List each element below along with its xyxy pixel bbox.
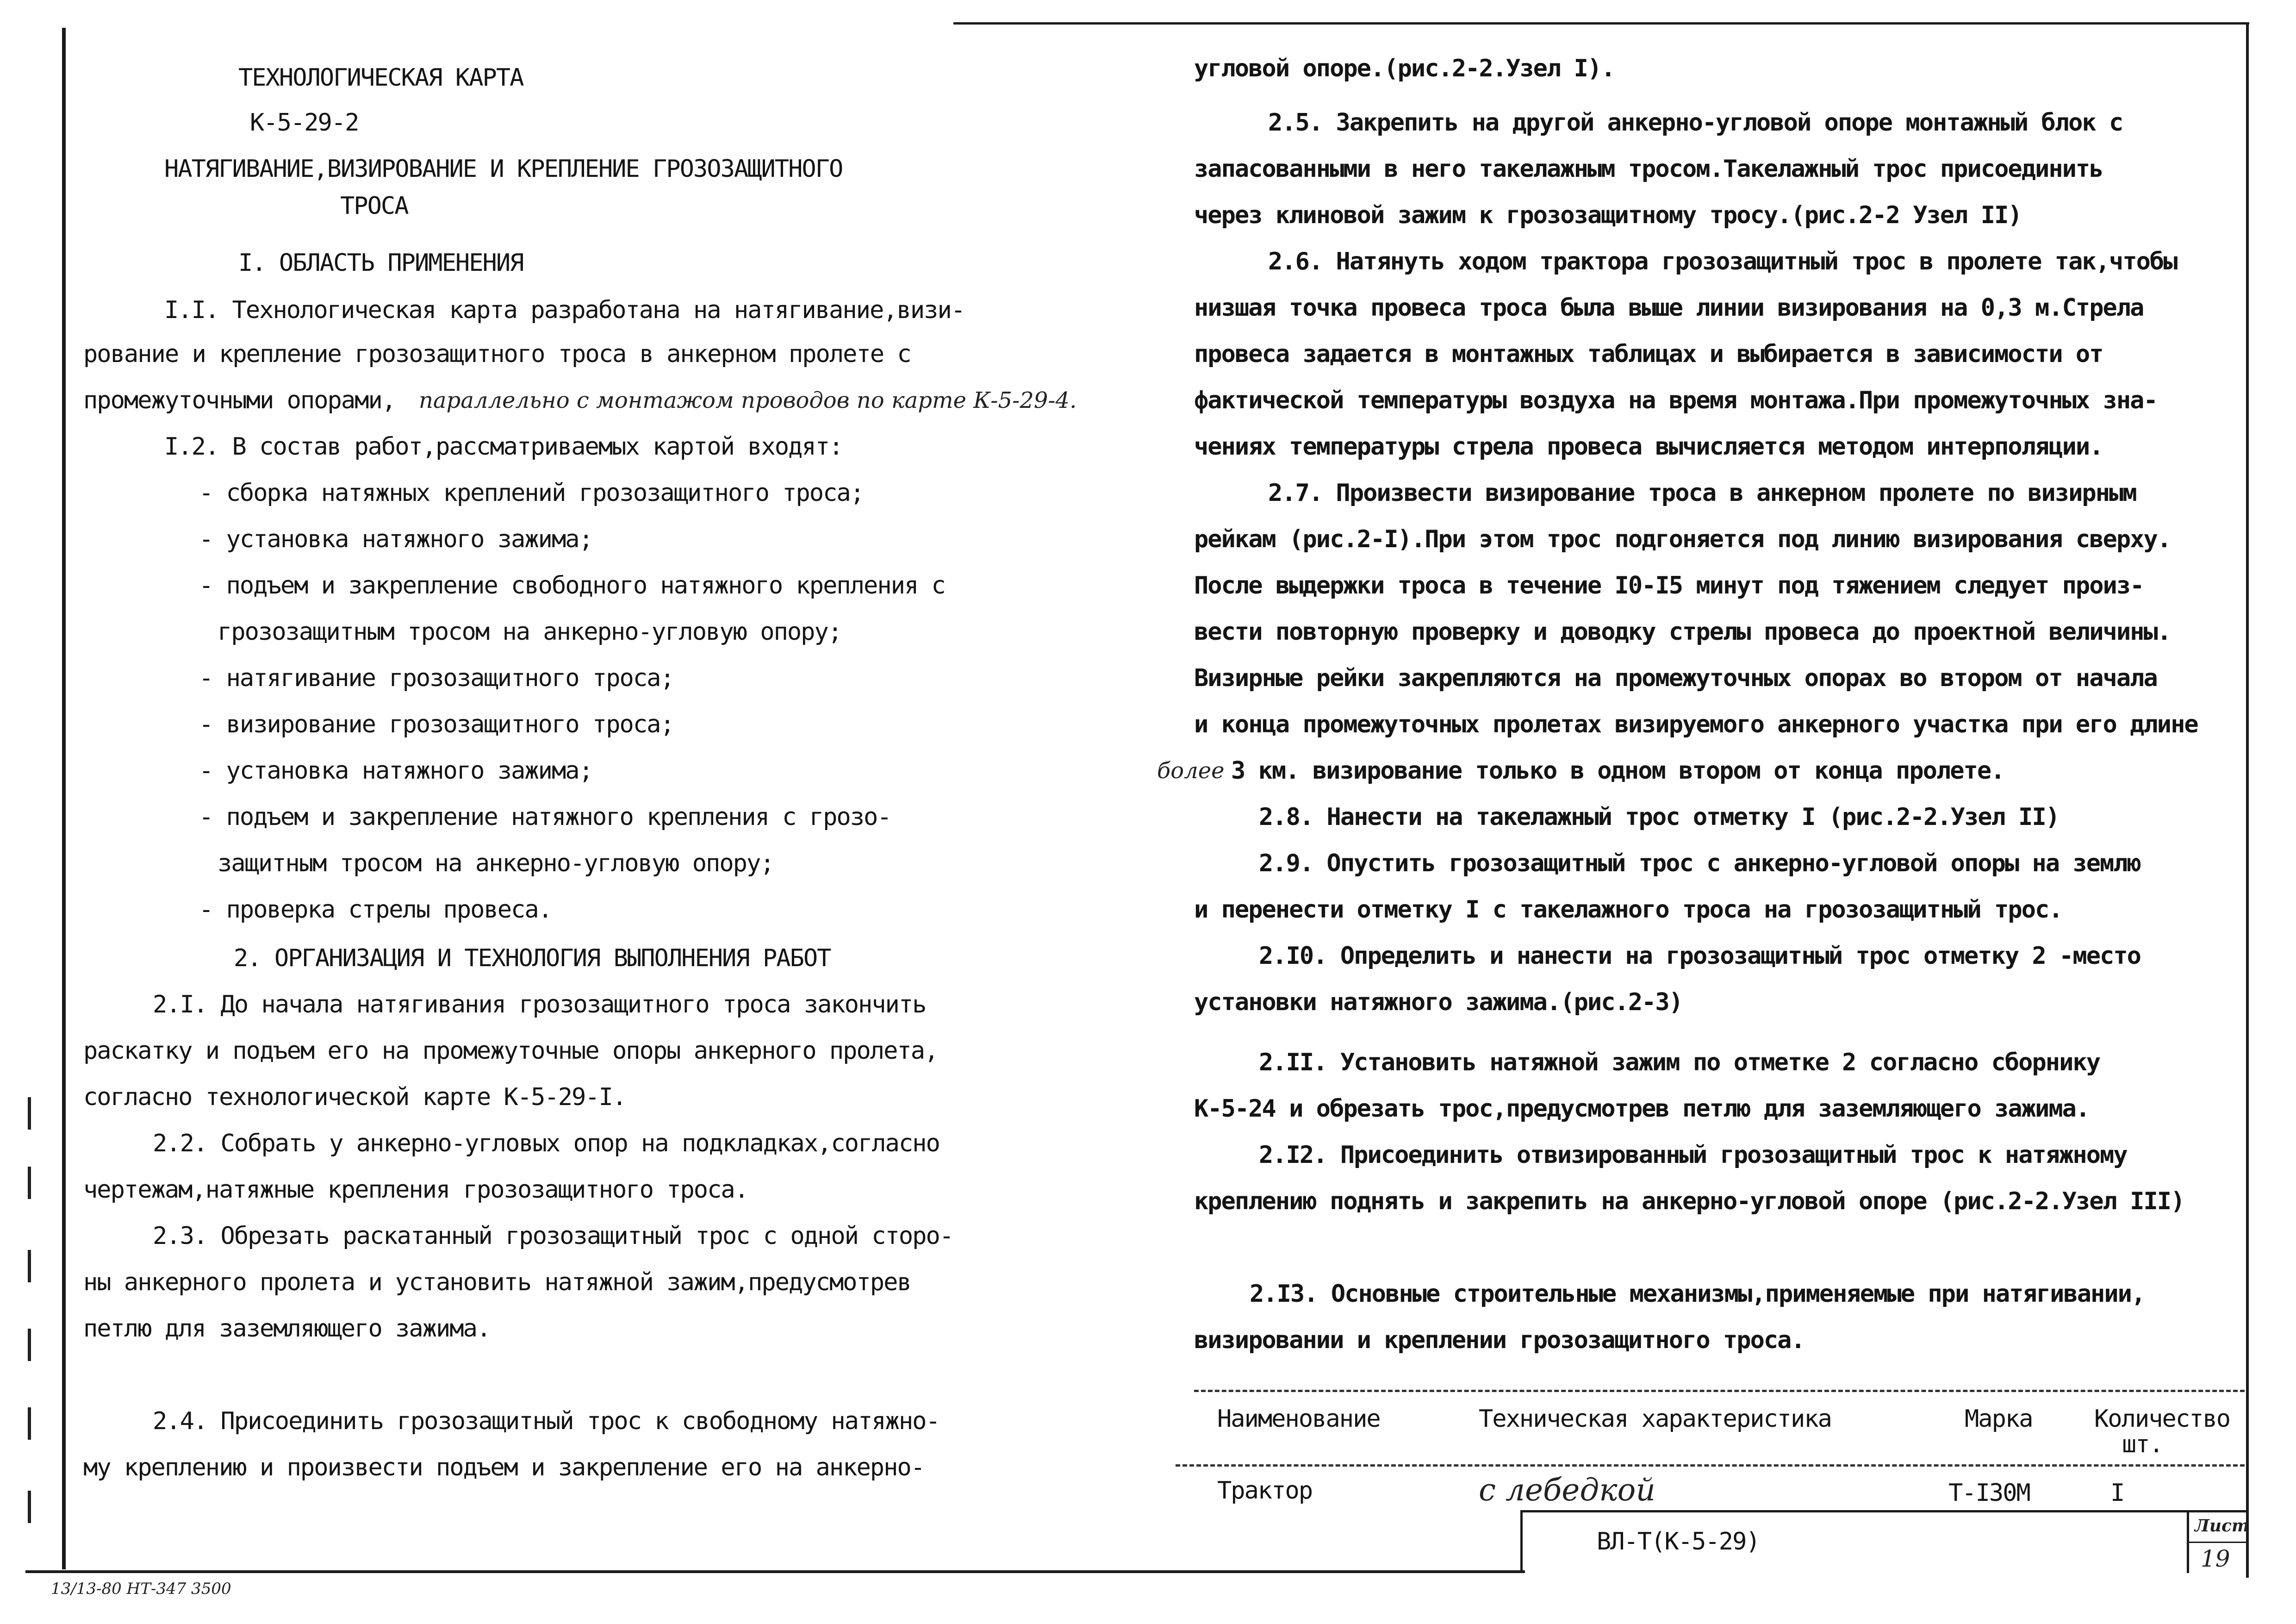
list-item: защитным тросом на анкерно-угловую опору; [218, 849, 774, 877]
title-line-1: ТЕХНОЛОГИЧЕСКАЯ КАРТА [238, 64, 523, 92]
list-item: грозозащитным тросом на анкерно-угловую опору; [218, 618, 842, 646]
stamp-left-border [1520, 1510, 1523, 1573]
paragraph-line: и перенести отметку I с такелажного троса на грозозащитный трос. [1194, 896, 2062, 924]
paragraph-line: фактической температуры воздуха на время монтажа.При промежуточных зна- [1194, 387, 2157, 414]
left-border-line [62, 28, 66, 1569]
paragraph-line: 3 км. визирование только в одном втором от конца пролете. [1231, 757, 2004, 785]
stamp-top-border [1520, 1510, 2247, 1512]
paragraph-line: 2.8. Нанести на такелажный трос отметку I (рис.2-2.Узел II) [1259, 803, 2060, 831]
table-header-name: Наименование [1217, 1405, 1380, 1433]
list-item: - визирование грозозащитного троса; [199, 711, 674, 738]
table-header-unit: шт. [2122, 1430, 2163, 1458]
paragraph-line: угловой опоре.(рис.2-2.Узел I). [1194, 55, 1615, 82]
list-item: - установка натяжного зажима; [199, 757, 592, 785]
section-1-heading: I. ОБЛАСТЬ ПРИМЕНЕНИЯ [238, 249, 523, 277]
paragraph-line: провеса задается в монтажных таблицах и выбирается в зависимости от [1194, 340, 2103, 368]
paragraph-line: К-5-24 и обрезать трос,предусмотрев петлю для заземляющего зажима. [1194, 1095, 2090, 1123]
paragraph-line: 2.I0. Определить и нанести на грозозащитный трос отметку 2 -место [1259, 942, 2140, 970]
margin-mark [28, 1250, 31, 1282]
section-2-heading: 2. ОРГАНИЗАЦИЯ И ТЕХНОЛОГИЯ ВЫПОЛНЕНИЯ РАБОТ [234, 944, 831, 972]
paragraph-line: му креплению и произвести подъем и закрепление его на анкерно- [83, 1454, 925, 1481]
paragraph-line: и конца промежуточных пролетах визируемого анкерного участка при его длине [1194, 711, 2198, 738]
paragraph-line: рование и крепление грозозащитного троса в анкерном пролете с [83, 340, 911, 368]
title-line-2: НАТЯГИВАНИЕ,ВИЗИРОВАНИЕ И КРЕПЛЕНИЕ ГРОЗОЗАЩИТНОГО [164, 155, 843, 183]
table-header-spec: Техническая характеристика [1479, 1405, 1831, 1433]
list-item: - проверка стрелы провеса. [199, 896, 552, 924]
paragraph-line: ны анкерного пролета и установить натяжной зажим,предусмотрев [83, 1268, 911, 1296]
list-item: - подъем и закрепление свободного натяжного крепления с [199, 572, 945, 600]
paragraph-line: 2.I3. Основные строительные механизмы,применяемые при натягивании, [1250, 1280, 2145, 1308]
paragraph-line: рейкам (рис.2-I).При этом трос подгоняется под линию визирования сверху. [1194, 525, 2171, 553]
table-header-mark: Марка [1965, 1405, 2033, 1433]
table-row-spec: с лебедкой [1479, 1472, 1655, 1508]
paragraph-line: 2.I. До начала натягивания грозозащитного троса закончить [153, 991, 926, 1018]
table-row-name: Трактор [1217, 1477, 1313, 1505]
title-line-3: ТРОСА [340, 192, 408, 220]
paragraph-line: чениях температуры стрела провеса вычисляется методом интерполяции. [1194, 433, 2103, 461]
paragraph-line: через клиновой зажим к грозозащитному тросу.(рис.2-2 Узел II) [1194, 201, 2022, 229]
paragraph-line: запасованными в него такелажным тросом.Такелажный трос присоединить [1194, 155, 2103, 183]
paragraph-line: 2.7. Произвести визирование троса в анкерном пролете по визирным [1268, 479, 2136, 507]
paragraph-line: установки натяжного зажима.(рис.2-3) [1194, 988, 1683, 1016]
margin-mark [28, 1407, 31, 1440]
table-top-rule [1194, 1390, 2245, 1392]
paragraph-line: 2.5. Закрепить на другой анкерно-угловой опоре монтажный блок с [1268, 109, 2123, 137]
handwritten-more: более [1157, 758, 1225, 784]
table-row-mark: Т-I30М [1948, 1479, 2030, 1507]
paragraph-line: I.2. В состав работ,рассматриваемых картой входят: [164, 433, 843, 461]
bottom-left-line [25, 1570, 1525, 1573]
list-item: - натягивание грозозащитного троса; [199, 664, 674, 692]
paragraph-line: 2.2. Собрать у анкерно-угловых опор на подкладках,согласно [153, 1130, 940, 1157]
stamp-sheet-label-rule [2189, 1542, 2247, 1543]
top-right-line [953, 22, 2249, 25]
paragraph-line: Визирные рейки закрепляются на промежуточных опорах во втором от начала [1194, 664, 2157, 692]
list-item: - подъем и закрепление натяжного крепления с грозо- [199, 803, 891, 831]
paragraph-line: раскатку и подъем его на промежуточные опоры анкерного пролета, [83, 1037, 938, 1065]
paragraph-line: креплению поднять и закрепить на анкерно-угловой опоре (рис.2-2.Узел III) [1194, 1187, 2184, 1215]
paragraph-line: 2.3. Обрезать раскатанный грозозащитный трос с одной сторо- [153, 1222, 953, 1250]
footer-note: 13/13-80 НТ-347 3500 [51, 1580, 231, 1598]
sheet-label: Лист [2195, 1516, 2250, 1536]
paragraph-line: 2.4. Присоединить грозозащитный трос к свободному натяжно- [153, 1407, 940, 1435]
paragraph-line: 2.I2. Присоединить отвизированный грозозащитный трос к натяжному [1259, 1141, 2127, 1169]
paragraph-line: низшая точка провеса троса была выше линии визирования на 0,3 м.Стрела [1194, 294, 2144, 322]
card-code: К-5-29-2 [250, 109, 359, 137]
paragraph-line: визировании и креплении грозозащитного троса. [1194, 1326, 1804, 1354]
paragraph-line: 2.6. Натянуть ходом трактора грозозащитный трос в пролете так,чтобы [1268, 248, 2177, 275]
paragraph-line: 2.9. Опустить грозозащитный трос с анкерно-угловой опоры на землю [1259, 849, 2140, 877]
paragraph-line: вести повторную проверку и доводку стрелы провеса до проектной величины. [1194, 618, 2171, 646]
list-item: - сборка натяжных креплений грозозащитного троса; [199, 479, 864, 507]
margin-mark [28, 1097, 31, 1130]
paragraph-line: I.I. Технологическая карта разработана на натягивание,визи- [164, 296, 965, 324]
margin-mark [28, 1329, 31, 1361]
paragraph-line: чертежам,натяжные крепления грозозащитного троса. [83, 1176, 748, 1204]
margin-mark [28, 1491, 31, 1523]
table-header-qty: Количество [2094, 1405, 2230, 1433]
margin-mark [28, 1167, 31, 1199]
table-header-rule [1176, 1464, 2245, 1467]
right-border-line [2246, 22, 2249, 1578]
paragraph-line: 2.II. Установить натяжной зажим по отметке 2 согласно сборнику [1259, 1049, 2100, 1076]
paragraph-line: промежуточными опорами, [83, 387, 396, 414]
table-row-qty: I [2110, 1479, 2124, 1507]
list-item: - установка натяжного зажима; [199, 525, 592, 553]
handwritten-insert: параллельно с монтажом проводов по карте К-5-29-4. [419, 387, 1077, 413]
paragraph-line: петлю для заземляющего зажима. [83, 1315, 491, 1343]
paragraph-line: согласно технологической карте К-5-29-I. [83, 1083, 626, 1111]
paragraph-line: После выдержки троса в течение I0-I5 минут под тяжением следует произ- [1194, 572, 2144, 600]
sheet-number: 19 [2201, 1545, 2230, 1572]
document-code: ВЛ-Т(К-5-29) [1597, 1528, 1760, 1555]
